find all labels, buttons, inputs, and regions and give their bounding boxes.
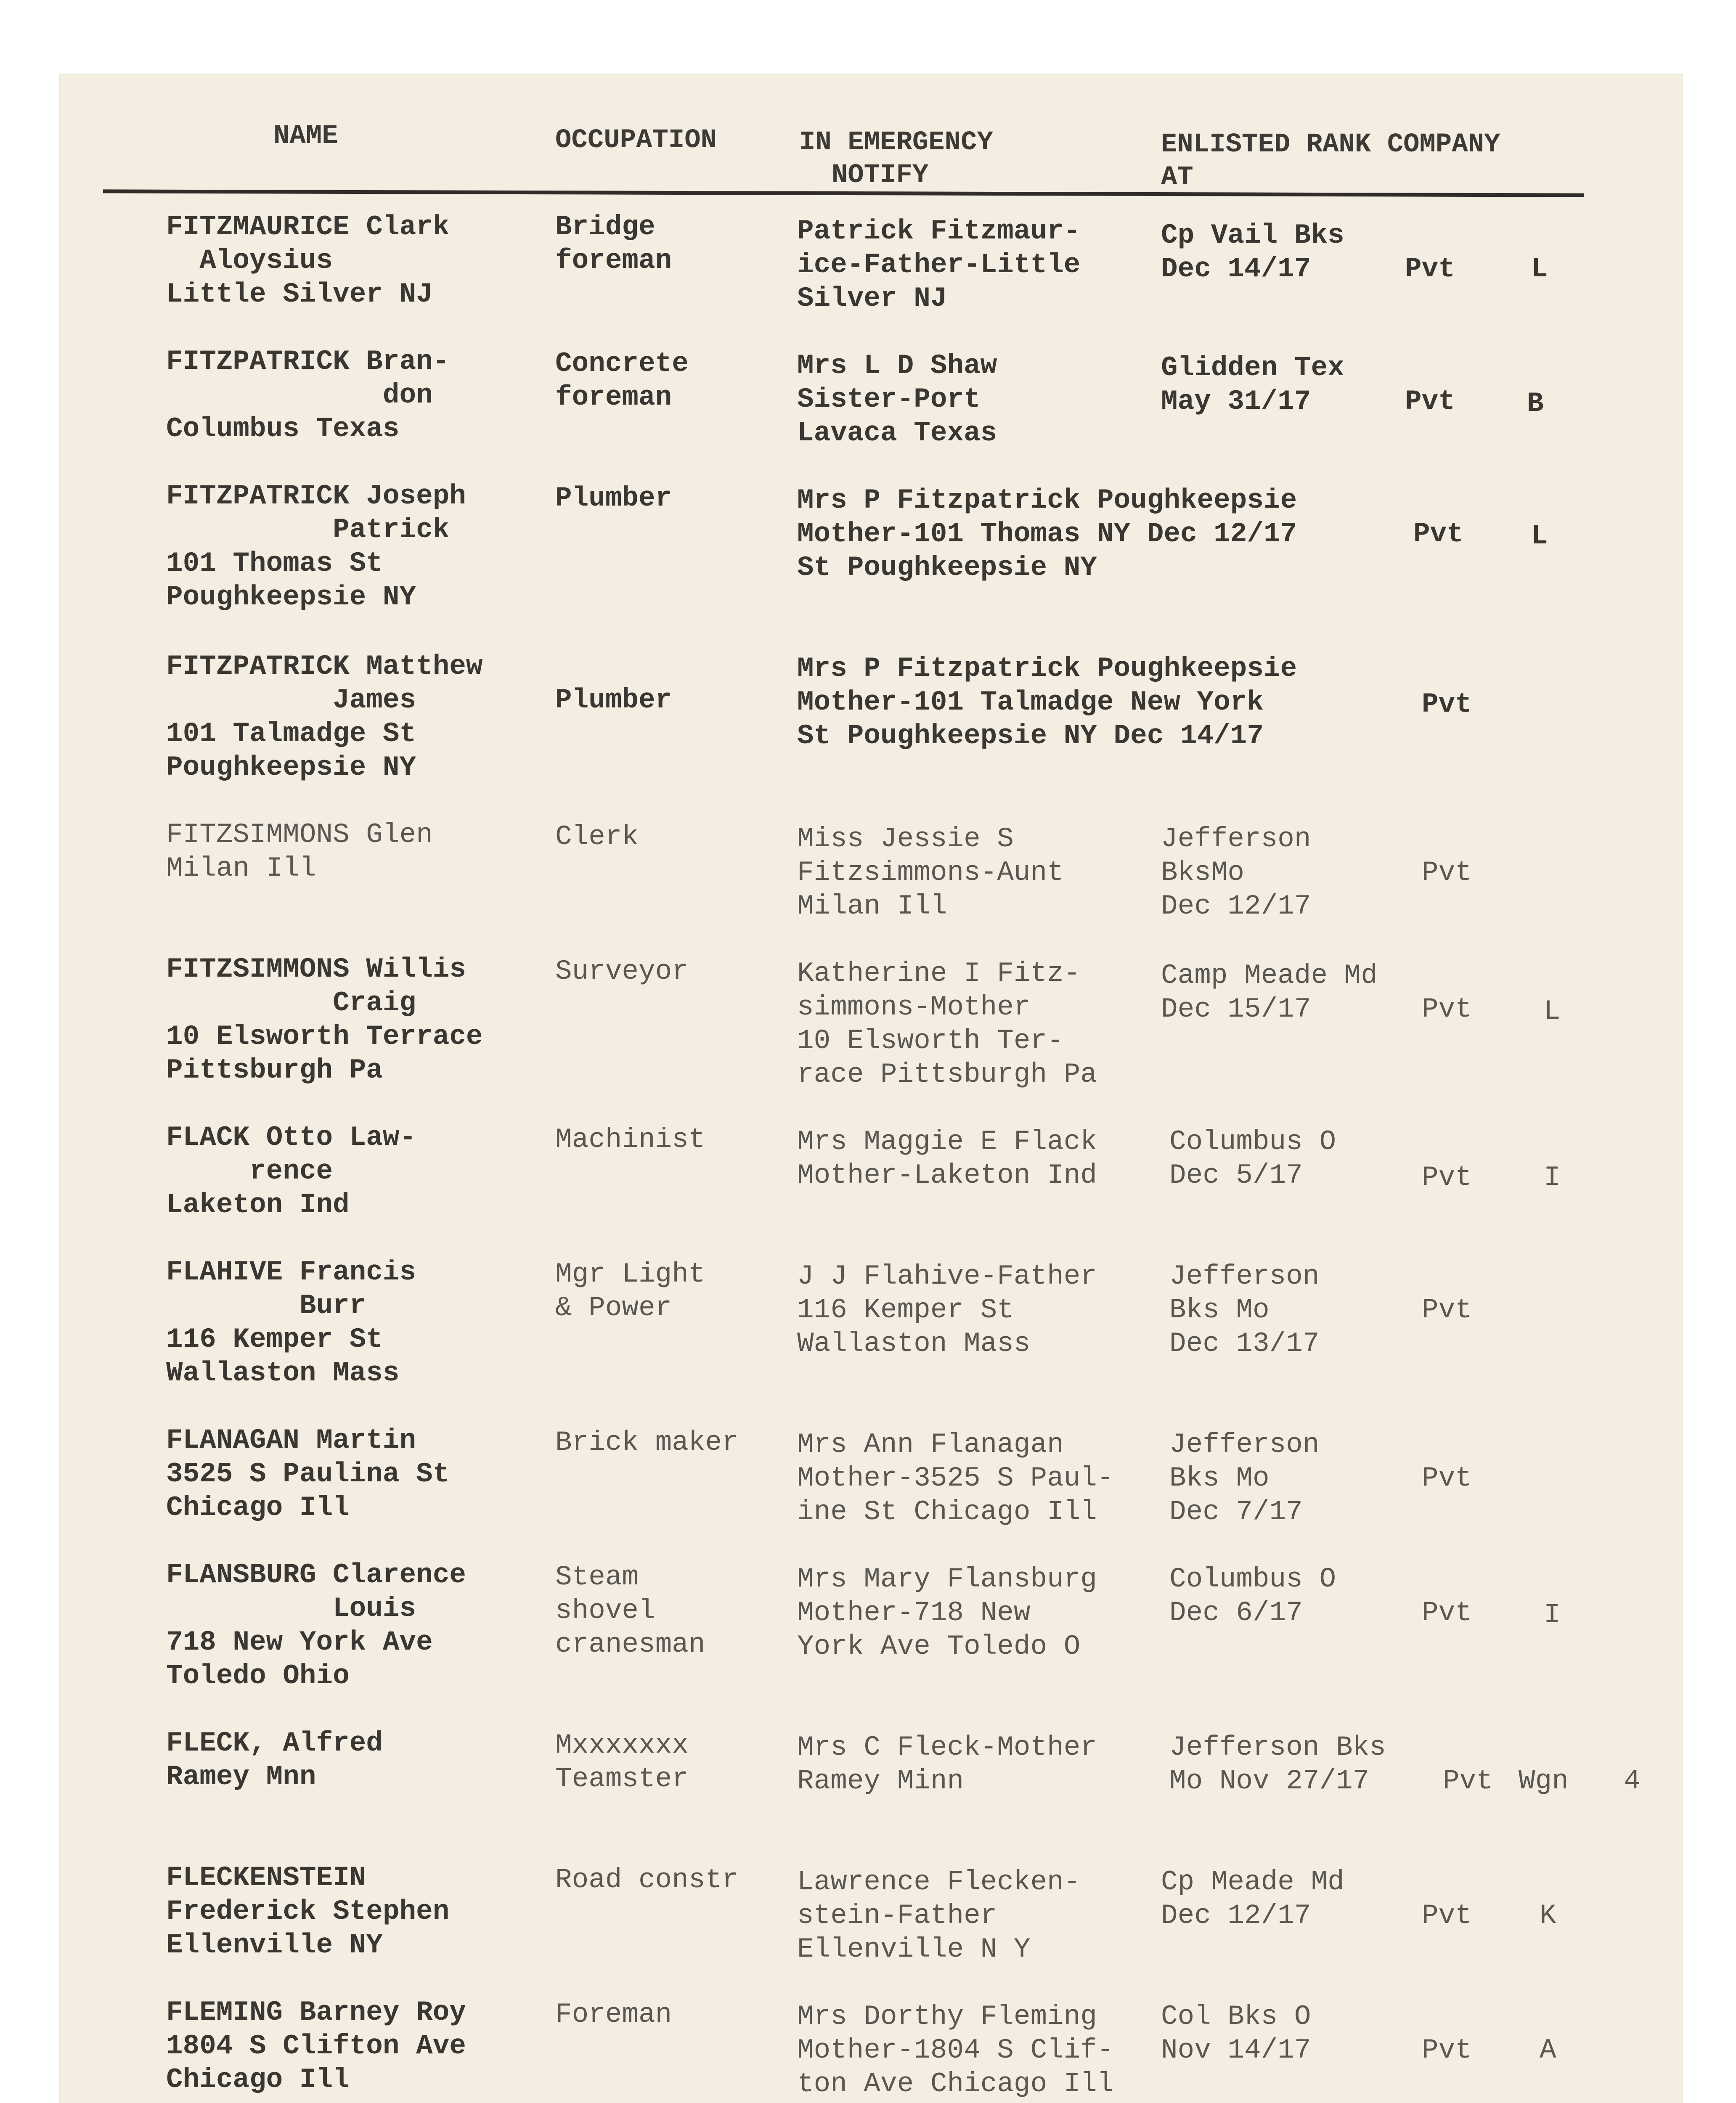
entry-occupation: Brick maker [555, 1427, 739, 1458]
entry-occupation: Machinist [555, 1124, 705, 1155]
entry-enlisted: Jefferson BksMo Dec 12/17 [1161, 823, 1311, 922]
entry-occupation: Bridge foreman [555, 211, 672, 276]
entry-name: FLANSBURG Clarence Louis 718 New York Ave Toledo Ohio [166, 1559, 466, 1692]
entry-notify: Lawrence Flecken- stein-Father Ellenville N Y [797, 1866, 1081, 1965]
entry-enlisted: Jefferson Bks Mo Dec 13/17 [1169, 1261, 1320, 1359]
entry-notify: Mrs Ann Flanagan Mother-3525 S Paul- ine St Chicago Ill [797, 1429, 1114, 1528]
entry-name: FITZSIMMONS Willis Craig 10 Elsworth Terrace Pittsburgh Pa [166, 954, 483, 1086]
entry-notify: Mrs L D Shaw Sister-Port Lavaca Texas [797, 350, 997, 449]
entry-rank: Pvt [1422, 1597, 1472, 1629]
entry-rank: Pvt [1422, 2034, 1472, 2066]
entry-enlisted: Cp Vail Bks Dec 14/17 [1161, 220, 1344, 285]
entry-company: A [1540, 2034, 1556, 2066]
entry-occupation: Concrete foreman [555, 348, 689, 413]
entry-notify: Katherine I Fitz- simmons-Mother 10 Elsworth Ter- race Pittsburgh Pa [797, 958, 1097, 1090]
entry-rank: Pvt [1422, 1900, 1472, 1931]
entry-rank: Pvt [1422, 1294, 1472, 1326]
entry-company: L [1544, 996, 1561, 1027]
entry-name: FLANAGAN Martin 3525 S Paulina St Chicago Ill [166, 1425, 450, 1523]
entry-occupation: Steam shovel cranesman [555, 1561, 705, 1660]
entry-notify: Mrs P Fitzpatrick Poughkeepsie Mother-101 Talmadge New York St Poughkeepsie NY Dec 14/17 [797, 653, 1297, 752]
entry-occupation: Plumber [555, 684, 672, 716]
entry-notify: Miss Jessie S Fitzsimmons-Aunt Milan Ill [797, 823, 1064, 922]
entry-enlisted: Cp Meade Md Dec 12/17 [1161, 1866, 1344, 1931]
entry-occupation: Road constr [555, 1864, 739, 1896]
entry-name: FLACK Otto Law- rence Laketon Ind [166, 1122, 416, 1221]
entry-rank: Pvt [1422, 1462, 1472, 1494]
entry-notify: Mrs Mary Flansburg Mother-718 New York Ave Toledo O [797, 1563, 1097, 1662]
entry-extra: 4 [1624, 1765, 1641, 1797]
entry-company: Wgn [1519, 1765, 1569, 1797]
entry-notify: Mrs Dorthy Fleming Mother-1804 S Clif- ton Ave Chicago Ill [797, 2001, 1114, 2100]
entry-name: FITZPATRICK Matthew James 101 Talmadge St Poughkeepsie NY [166, 651, 483, 783]
entry-name: FLECK, Alfred Ramey Mnn [166, 1727, 383, 1793]
entry-company: K [1540, 1900, 1556, 1931]
entry-name: FITZPATRICK Joseph Patrick 101 Thomas St Poughkeepsie NY [166, 480, 466, 613]
entry-rank: Pvt [1422, 857, 1472, 888]
header-enlisted: ENLISTED RANK COMPANY AT [1161, 130, 1500, 193]
entry-rank: Pvt [1422, 689, 1472, 720]
header-notify: IN EMERGENCY NOTIFY [799, 127, 993, 191]
entry-rank: Pvt [1405, 253, 1455, 285]
entry-name: FLAHIVE Francis Burr 116 Kemper St Wallaston Mass [166, 1256, 416, 1389]
entry-enlisted: Glidden Tex May 31/17 [1161, 352, 1344, 417]
entry-rank: Pvt [1422, 1162, 1472, 1193]
entry-occupation: Clerk [555, 821, 639, 853]
entry-name: FITZPATRICK Bran- don Columbus Texas [166, 346, 450, 445]
entry-occupation: Mxxxxxxx Teamster [555, 1730, 689, 1795]
entry-company: L [1531, 520, 1548, 552]
entry-company: I [1544, 1162, 1561, 1193]
entry-enlisted: Col Bks O Nov 14/17 [1161, 2001, 1311, 2066]
entry-company: I [1544, 1599, 1561, 1631]
header-name: NAME [273, 121, 338, 151]
entry-rank: Pvt [1405, 386, 1455, 417]
entry-occupation: Surveyor [555, 956, 689, 987]
entry-notify: Mrs P Fitzpatrick Poughkeepsie Mother-101 Thomas NY Dec 12/17 St Poughkeepsie NY [797, 485, 1297, 583]
entry-name: FLECKENSTEIN Frederick Stephen Ellenville NY [166, 1862, 450, 1961]
entry-name: FLEMING Barney Roy 1804 S Clifton Ave Chicago Ill [166, 1997, 466, 2095]
header-occupation: OCCUPATION [555, 125, 717, 156]
entry-enlisted: Jefferson Bks Mo Nov 27/17 [1169, 1732, 1386, 1797]
entry-occupation: Foreman [555, 1999, 672, 2030]
entry-company: B [1527, 388, 1544, 419]
entry-notify: Mrs C Fleck-Mother Ramey Minn [797, 1732, 1097, 1797]
entry-company: L [1531, 253, 1548, 285]
entry-rank: Pvt [1422, 993, 1472, 1025]
entry-occupation: Plumber [555, 482, 672, 514]
entry-notify: J J Flahive-Father 116 Kemper St Wallaston Mass [797, 1261, 1097, 1359]
entry-notify: Mrs Maggie E Flack Mother-Laketon Ind [797, 1126, 1097, 1191]
entry-enlisted: Camp Meade Md Dec 15/17 [1161, 960, 1378, 1025]
entry-name: FITZMAURICE Clark Aloysius Little Silver NJ [166, 211, 450, 310]
entry-enlisted: Columbus O Dec 6/17 [1169, 1563, 1336, 1629]
entry-rank: Pvt [1443, 1765, 1493, 1797]
entry-occupation: Mgr Light & Power [555, 1258, 705, 1324]
entry-notify: Patrick Fitzmaur- ice-Father-Little Silver NJ [797, 215, 1081, 314]
entry-name: FITZSIMMONS Glen Milan Ill [166, 819, 433, 884]
entry-enlisted: Columbus O Dec 5/17 [1169, 1126, 1336, 1191]
entry-enlisted: Jefferson Bks Mo Dec 7/17 [1169, 1429, 1320, 1528]
entry-rank: Pvt [1413, 518, 1463, 550]
